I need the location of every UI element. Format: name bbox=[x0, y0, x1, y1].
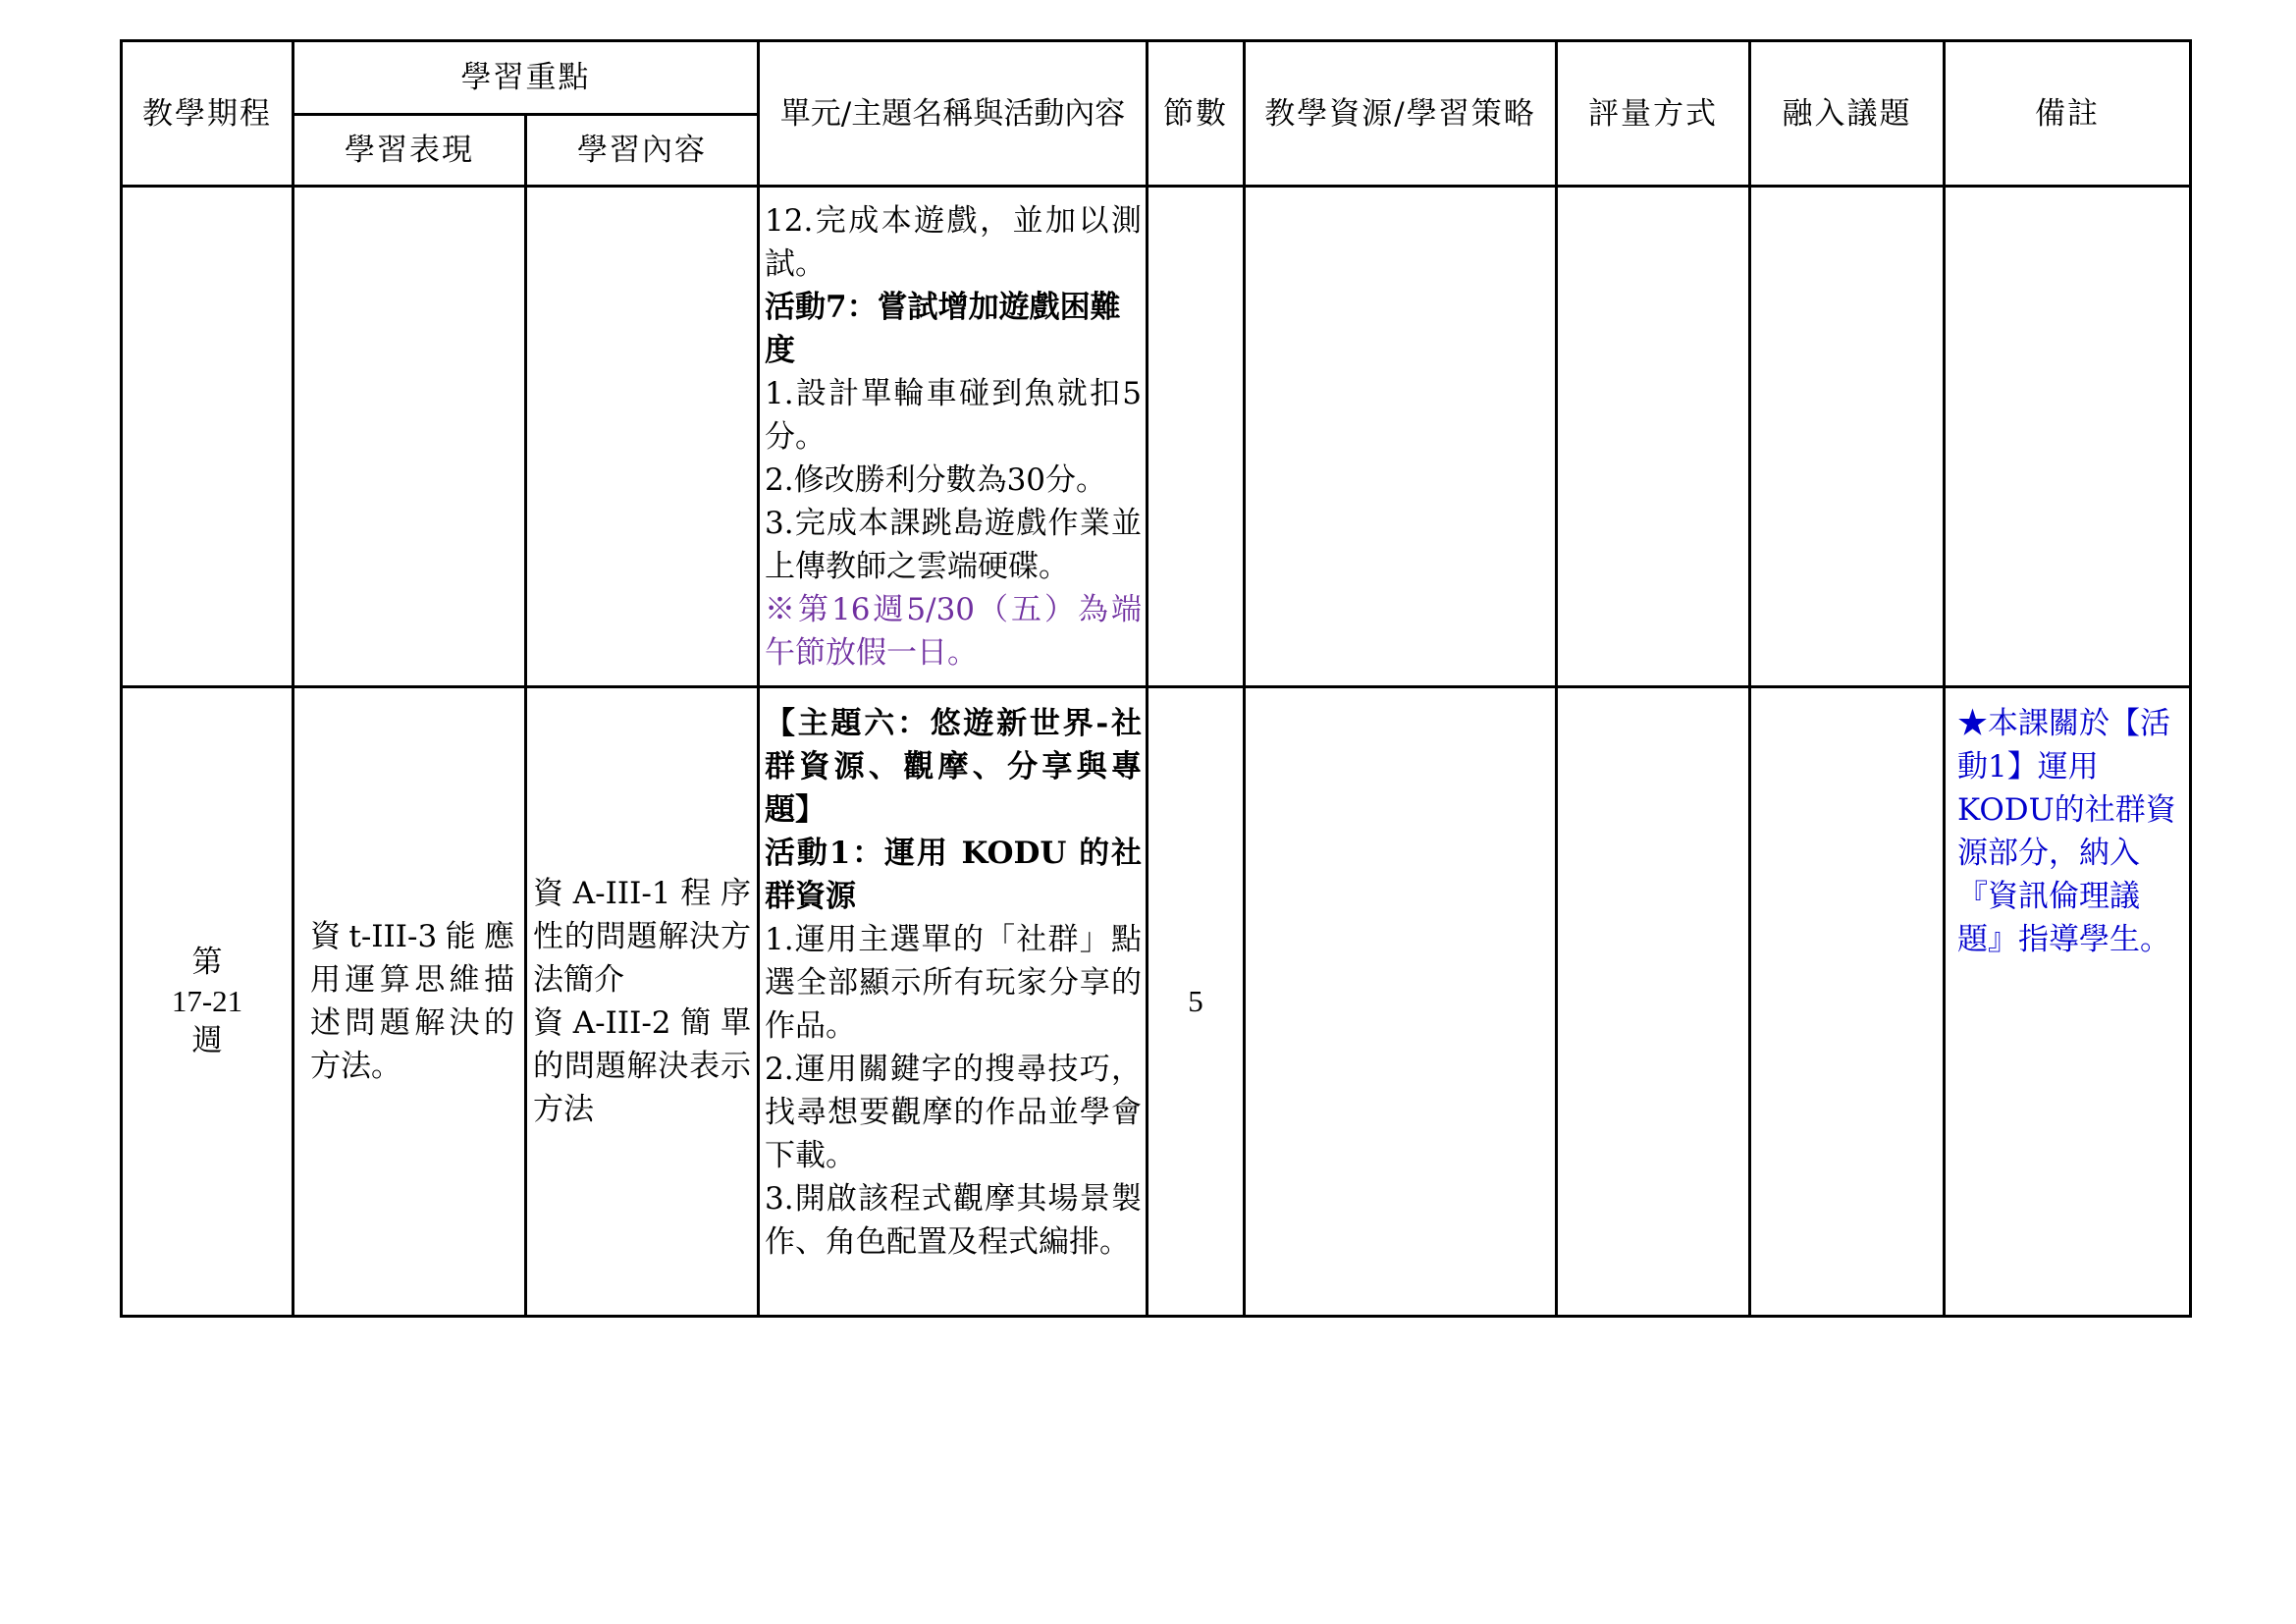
unit-line-theme-title: 【主題六：悠遊新世界-社群資源、觀摩、分享與專題】 bbox=[765, 706, 1142, 828]
issues-cell bbox=[1750, 187, 1945, 687]
notes-cell: ★本課關於【活動1】運用KODU的社群資源部分，納入『資訊倫理議題』指導學生。 bbox=[1945, 687, 2191, 1317]
unit-line: 1.運用主選單的「社群」點選全部顯示所有玩家分享的作品。 bbox=[765, 922, 1142, 1044]
issues-cell bbox=[1750, 687, 1945, 1317]
unit-line: 2.運用關鍵字的搜尋技巧，找尋想要觀摩的作品並學會下載。 bbox=[765, 1052, 1142, 1173]
sessions-cell bbox=[1148, 187, 1245, 687]
header-unit: 單元/主題名稱與活動內容 bbox=[759, 41, 1148, 187]
content-line: 資A-III-1程序性的問題解決方法簡介 bbox=[533, 876, 751, 998]
header-content: 學習內容 bbox=[526, 115, 759, 187]
header-learning-focus: 學習重點 bbox=[294, 41, 759, 115]
notes-cell bbox=[1945, 187, 2191, 687]
performance-cell bbox=[294, 187, 526, 687]
period-cell bbox=[122, 187, 294, 687]
header-resources: 教學資源/學習策略 bbox=[1245, 41, 1557, 187]
unit-line-activity-title: 活動1：運用 KODU 的社群資源 bbox=[765, 836, 1142, 914]
sessions-cell: 5 bbox=[1148, 687, 1245, 1317]
content-line: 資A-III-2簡單的問題解決表示方法 bbox=[533, 1005, 751, 1127]
header-assessment: 評量方式 bbox=[1557, 41, 1750, 187]
period-line: 第 bbox=[191, 945, 223, 980]
unit-activity-cell bbox=[759, 187, 1148, 687]
lesson-plan-table bbox=[120, 39, 2192, 1318]
unit-activity-cell bbox=[759, 687, 1148, 1317]
header-issues: 融入議題 bbox=[1750, 41, 1945, 187]
period-cell bbox=[122, 687, 294, 1317]
table-row bbox=[122, 187, 2191, 687]
unit-line: 2.修改勝利分數為30分。 bbox=[765, 462, 1107, 498]
assessment-cell bbox=[1557, 687, 1750, 1317]
unit-line-holiday-note: ※第16週5/30（五）為端午節放假一日。 bbox=[765, 592, 1142, 671]
resources-cell bbox=[1245, 187, 1557, 687]
unit-line: 1.設計單輪車碰到魚就扣5分。 bbox=[765, 376, 1142, 455]
header-sessions: 節數 bbox=[1148, 41, 1245, 187]
header-notes: 備註 bbox=[1945, 41, 2191, 187]
content-cell bbox=[526, 687, 759, 1317]
resources-cell bbox=[1245, 687, 1557, 1317]
assessment-cell bbox=[1557, 187, 1750, 687]
unit-line: 12.完成本遊戲，並加以測試。 bbox=[765, 203, 1142, 282]
performance-cell: 資t-III-3能應用運算思維描述問題解決的方法。 bbox=[294, 687, 526, 1317]
unit-line-activity-title: 活動7：嘗試增加遊戲困難度 bbox=[765, 290, 1121, 368]
table-row bbox=[122, 687, 2191, 1317]
period-line: 週 bbox=[191, 1023, 223, 1058]
header-performance: 學習表現 bbox=[294, 115, 526, 187]
content-cell bbox=[526, 187, 759, 687]
unit-line: 3.開啟該程式觀摩其場景製作、角色配置及程式編排。 bbox=[765, 1181, 1142, 1260]
header-period: 教學期程 bbox=[122, 41, 294, 187]
unit-line: 3.完成本課跳島遊戲作業並上傳教師之雲端硬碟。 bbox=[765, 506, 1142, 584]
period-line: 17-21 bbox=[171, 984, 243, 1018]
